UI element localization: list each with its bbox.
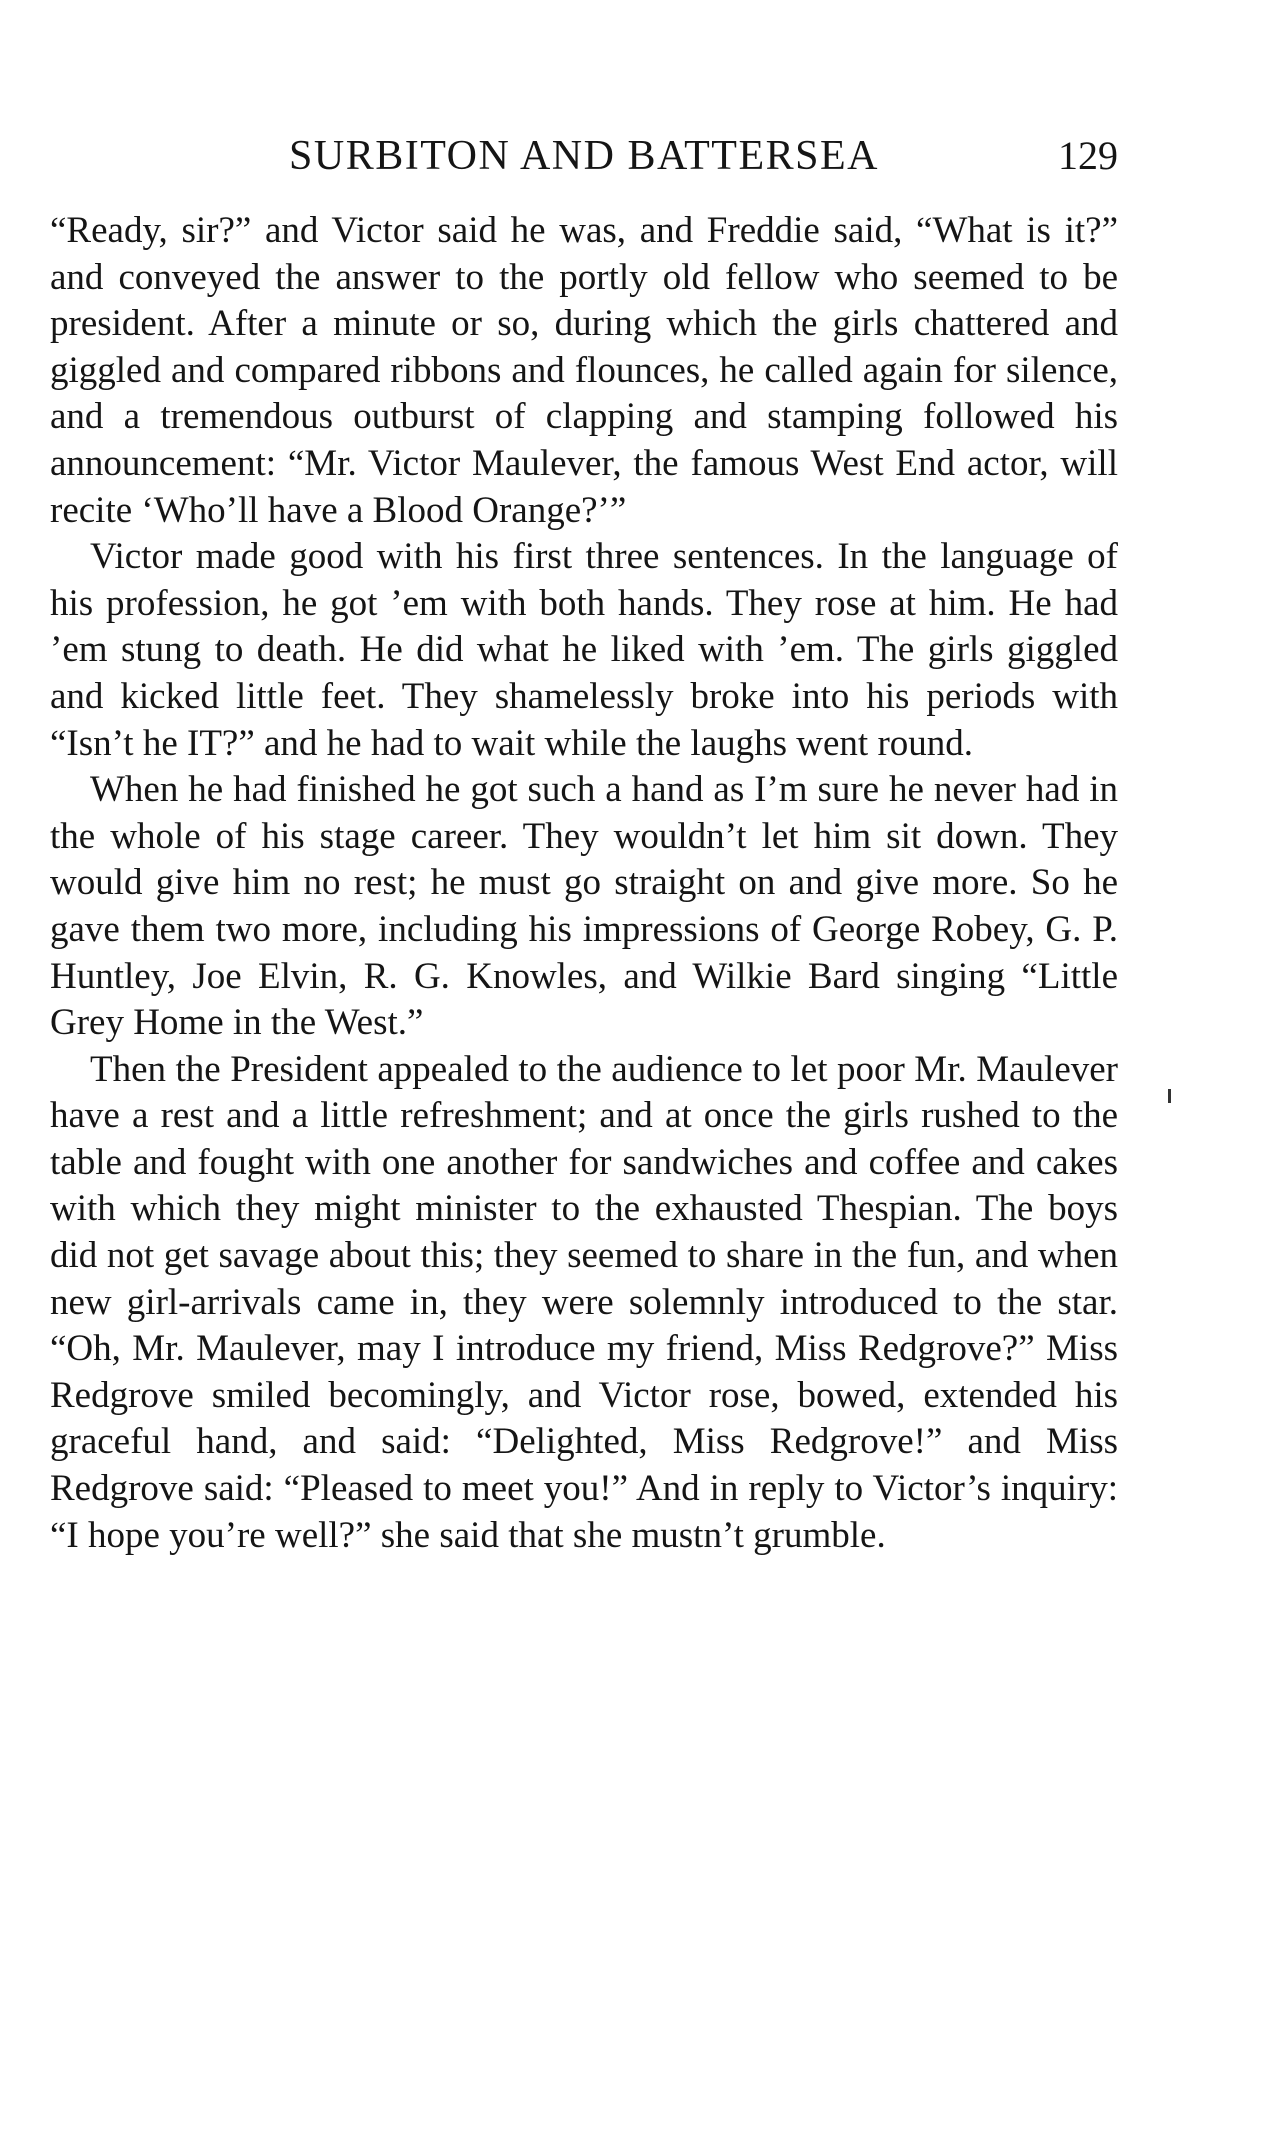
margin-mark [1168, 1089, 1171, 1103]
running-title: SURBITON AND BATTERSEA [289, 133, 879, 179]
body-text [50, 208, 1118, 1559]
page-header [50, 128, 1118, 184]
paragraph-1: “Ready, sir?” and Victor said he was, and Freddie said, “What is it?” and conveyed the answer to the portly old fellow who seemed to be president. After a minute or so, during which the girls chattered and giggled and compared ribbons and flounces, he called again for silence, and a tremendous outburst of clapping and stamping followed his announcement: “Mr. Victor Maulever, the famous West End actor, will recite ‘Who’ll have a Blood Orange?’” [50, 210, 1118, 531]
page-number: 129 [1058, 133, 1118, 178]
paragraph-3: When he had finished he got such a hand as I’m sure he never had in the whole of his stage career. They wouldn’t let him sit down. They would give him no rest; he must go straight on and give more. So he gave them two more, including his impressions of George Robey, G. P. Huntley, Joe Elvin, R. G. Knowles, and Wilkie Bard singing “Little Grey Home in the West.” [50, 769, 1118, 1044]
paragraph-2: Victor made good with his first three sentences. In the language of his profession, he got ’em with both hands. They rose at him. He had ’em stung to death. He did what he liked with ’em. The girls giggled and kicked little feet. They shamelessly broke into his periods with “Isn’t he IT?” and he had to wait while the laughs went round. [50, 536, 1118, 764]
paragraph-4: Then the President appealed to the audience to let poor Mr. Maulever have a rest and a little refreshment; and at once the girls rushed to the table and fought with one another for sandwiches and coffee and cakes with which they might minister to the exhausted Thespian. The boys did not get savage about this; they seemed to share in the fun, and when new girl-arrivals came in, they were solemnly introduced to the star. “Oh, Mr. Maulever, may I introduce my friend, Miss Redgrove?” Miss Redgrove smiled becomingly, and Victor rose, bowed, extended his graceful hand, and said: “Delighted, Miss Redgrove!” and Miss Redgrove said: “Pleased to meet you!” And in reply to Victor’s inquiry: “I hope you’re well?” she said that she mustn’t grumble. [50, 1048, 1118, 1556]
